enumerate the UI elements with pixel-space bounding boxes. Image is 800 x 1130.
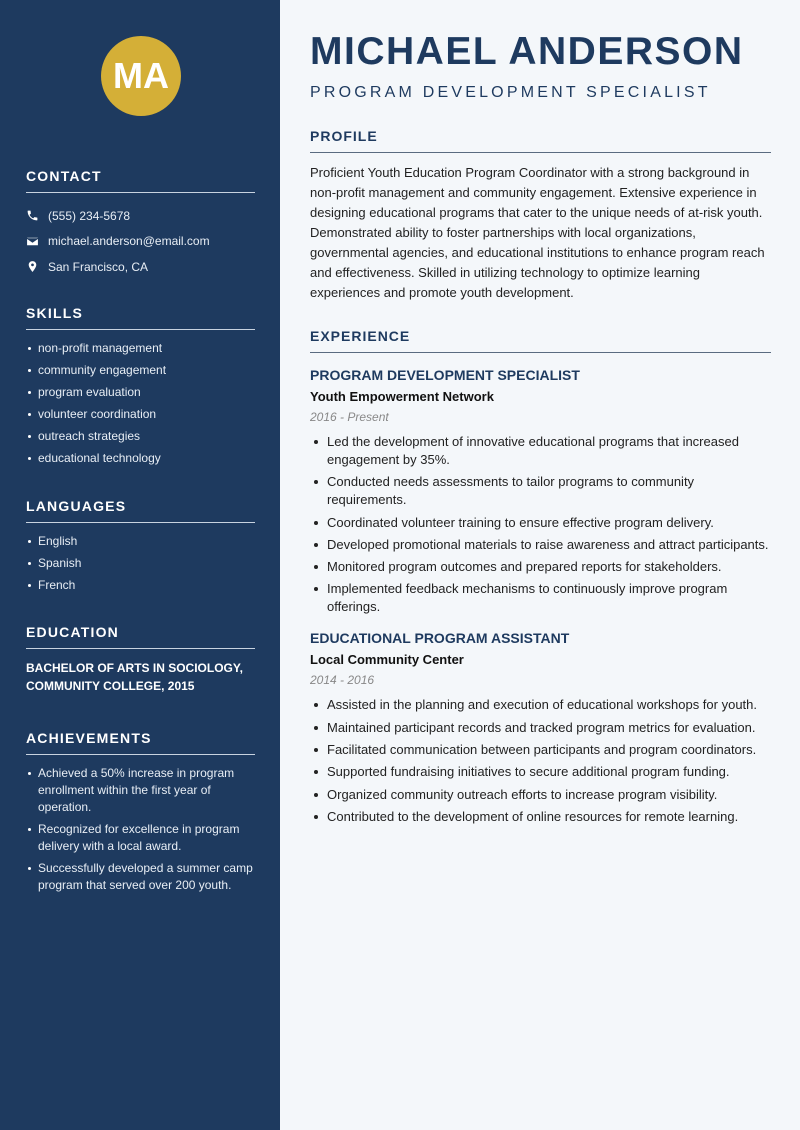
skill-item: educational technology — [26, 450, 255, 467]
contact-section — [26, 168, 255, 280]
profile-text: Proficient Youth Education Program Coordinator with a strong background in non-profit management and community engagement. Extensive experience in designing educational programs that cater to the unique needs of at-risk youth. Demonstrated ability to foster partnerships with local organizations, governmental agencies, and educational institutions to enhance program reach and effectiveness. Skilled in utilizing technology to optimize learning experiences and promote youth development. — [310, 165, 765, 300]
languages-section — [26, 498, 255, 599]
sidebar — [0, 0, 280, 1130]
achievements-heading: ACHIEVEMENTS — [26, 730, 255, 755]
job-entry — [310, 367, 771, 616]
job-bullet: Developed promotional materials to raise awareness and attract participants. — [310, 536, 771, 554]
main-content — [280, 0, 800, 1130]
job-company: Youth Empowerment Network — [310, 389, 494, 404]
achievement-item: Achieved a 50% increase in program enrollment within the first year of operation. — [26, 765, 255, 816]
experience-heading: EXPERIENCE — [310, 328, 771, 353]
language-item: English — [26, 533, 255, 550]
job-bullet: Coordinated volunteer training to ensure effective program delivery. — [310, 514, 771, 532]
skill-item: outreach strategies — [26, 428, 255, 445]
achievements-section — [26, 730, 255, 899]
job-bullet: Contributed to the development of online resources for remote learning. — [310, 808, 771, 826]
contact-email — [26, 229, 255, 255]
job-bullet: Led the development of innovative educational programs that increased engagement by 35%. — [310, 433, 771, 469]
contact-heading: CONTACT — [26, 168, 255, 193]
skill-item: community engagement — [26, 362, 255, 379]
candidate-name: MICHAEL ANDERSON — [310, 30, 744, 73]
job-title: EDUCATIONAL PROGRAM ASSISTANT — [310, 630, 570, 647]
languages-heading: LANGUAGES — [26, 498, 255, 523]
phone-icon — [26, 209, 39, 222]
job-bullet: Facilitated communication between participants and program coordinators. — [310, 741, 771, 759]
experience-section — [310, 328, 771, 830]
skill-item: non-profit management — [26, 340, 255, 357]
job-bullet: Supported fundraising initiatives to secure additional program funding. — [310, 763, 771, 781]
email-text: michael.anderson@email.com — [48, 234, 210, 249]
job-bullet: Organized community outreach efforts to increase program visibility. — [310, 786, 771, 804]
skill-item: program evaluation — [26, 384, 255, 401]
candidate-title: PROGRAM DEVELOPMENT SPECIALIST — [310, 84, 711, 101]
job-bullet: Maintained participant records and tracked program metrics for evaluation. — [310, 719, 771, 737]
contact-phone — [26, 203, 255, 229]
education-heading: EDUCATION — [26, 624, 255, 649]
skills-heading: SKILLS — [26, 305, 255, 330]
education-school: COMMUNITY COLLEGE, 2015 — [26, 679, 195, 693]
contact-location — [26, 254, 255, 280]
language-item: Spanish — [26, 555, 255, 572]
location-text: San Francisco, CA — [48, 259, 149, 274]
job-bullet: Assisted in the planning and execution of educational workshops for youth. — [310, 696, 771, 714]
job-bullet: Monitored program outcomes and prepared reports for stakeholders. — [310, 558, 771, 576]
profile-section — [310, 128, 771, 303]
email-icon — [26, 235, 39, 248]
job-dates: 2014 - 2016 — [310, 673, 375, 688]
phone-text: (555) 234-5678 — [48, 208, 131, 223]
language-item: French — [26, 577, 255, 594]
job-dates: 2016 - Present — [310, 410, 389, 424]
job-bullet: Conducted needs assessments to tailor programs to community requirements. — [310, 473, 771, 509]
job-title: PROGRAM DEVELOPMENT SPECIALIST — [310, 367, 580, 383]
education-degree: BACHELOR OF ARTS IN SOCIOLOGY, — [26, 661, 243, 675]
achievement-item: Successfully developed a summer camp program that served over 200 youth. — [26, 860, 255, 894]
skill-item: volunteer coordination — [26, 406, 255, 423]
profile-heading: PROFILE — [310, 128, 771, 153]
achievement-item: Recognized for excellence in program delivery with a local award. — [26, 821, 255, 855]
education-section — [26, 624, 255, 695]
avatar: MA — [101, 36, 181, 116]
job-entry — [310, 630, 771, 825]
job-company: Local Community Center — [310, 652, 464, 668]
location-pin-icon — [26, 260, 39, 273]
job-bullet: Implemented feedback mechanisms to continuously improve program offerings. — [310, 580, 771, 616]
skills-section — [26, 305, 255, 472]
